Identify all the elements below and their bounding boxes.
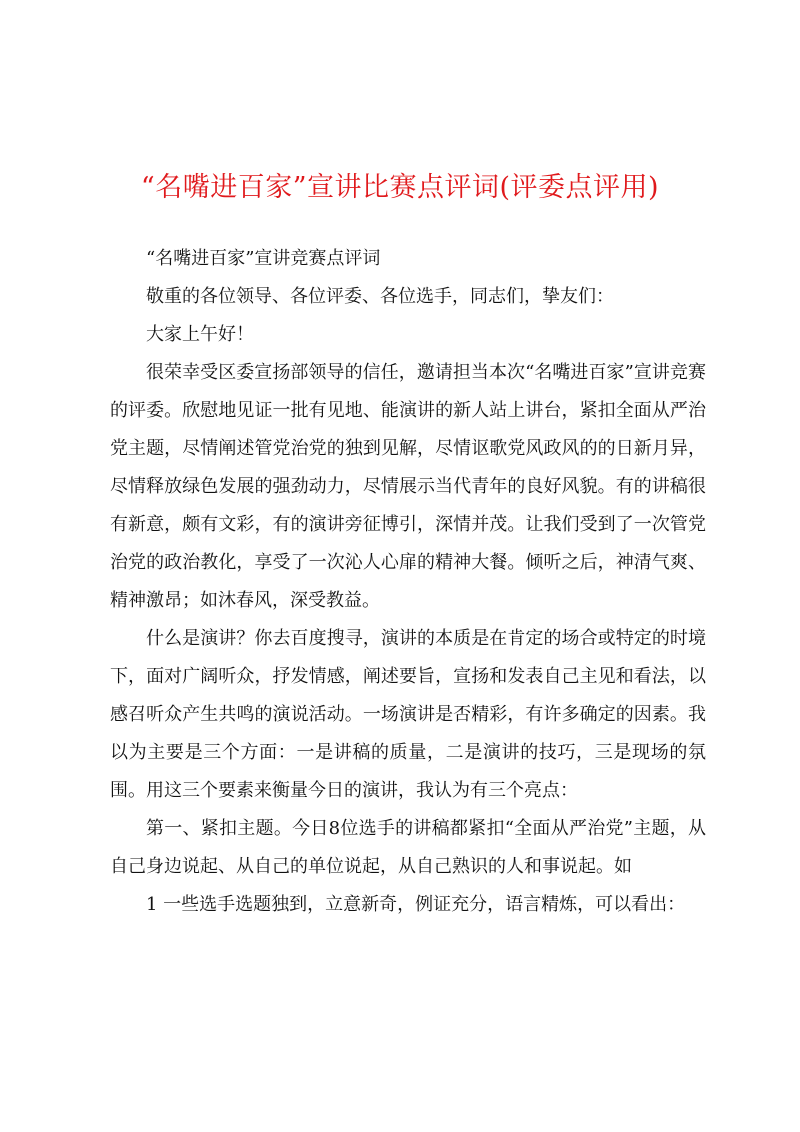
paragraph-greeting: 大家上午好！ [146, 324, 254, 345]
paragraph-intro: 很荣幸受区委宣扬部领导的信任，邀请担当本次“名嘴进百家”宣讲竞赛的评委。欣慰地见证一批有见地、能演讲的新人站上讲台，紧扣全面从严治党主题，尽情阐述管党治党的独到见解，尽情讴歌党风政风的的日新月异，尽情释放绿色发展的强劲动力，尽情展示当代青年的良好风貌。有的讲稿很有新意，颇有文彩，有的演讲旁征博引，深情并茂。让我们受到了一次管党治党的政治教化，享受了一次沁人心扉的精神大餐。倾听之后，神清气爽、精神激昂；如沐春风，深受教益。 [110, 362, 706, 611]
paragraph-first-point: 第一、紧扣主题。今日8位选手的讲稿都紧扣“全面从严治党”主题，从自己身边说起、从自己的单位说起，从自己熟识的人和事说起。如 [110, 818, 706, 877]
paragraph-what-is-speech: 什么是演讲？你去百度搜寻，演讲的本质是在肯定的场合或特定的时境下，面对广阔听众，抒发情感，阐述要旨，宣扬和发表自己主见和看法，以感召听众产生共鸣的演说活动。一场演讲是否精彩，有许多确定的因素。我以为主要是三个方面：一是讲稿的质量，二是演讲的技巧，三是现场的氛围。用这三个要素来衡量今日的演讲，我认为有三个亮点： [110, 628, 706, 801]
paragraph-salutation: 敬重的各位领导、各位评委、各位选手，同志们，挚友们： [146, 286, 614, 307]
document-body [110, 240, 706, 924]
paragraph-subtitle: “名嘴进百家”宣讲竞赛点评词 [146, 248, 381, 269]
paragraph-list-item: 1 一些选手选题独到，立意新奇，例证充分，语言精炼，可以看出： [146, 894, 686, 915]
document-title: “名嘴进百家”宣讲比赛点评词(评委点评用) [140, 172, 660, 203]
